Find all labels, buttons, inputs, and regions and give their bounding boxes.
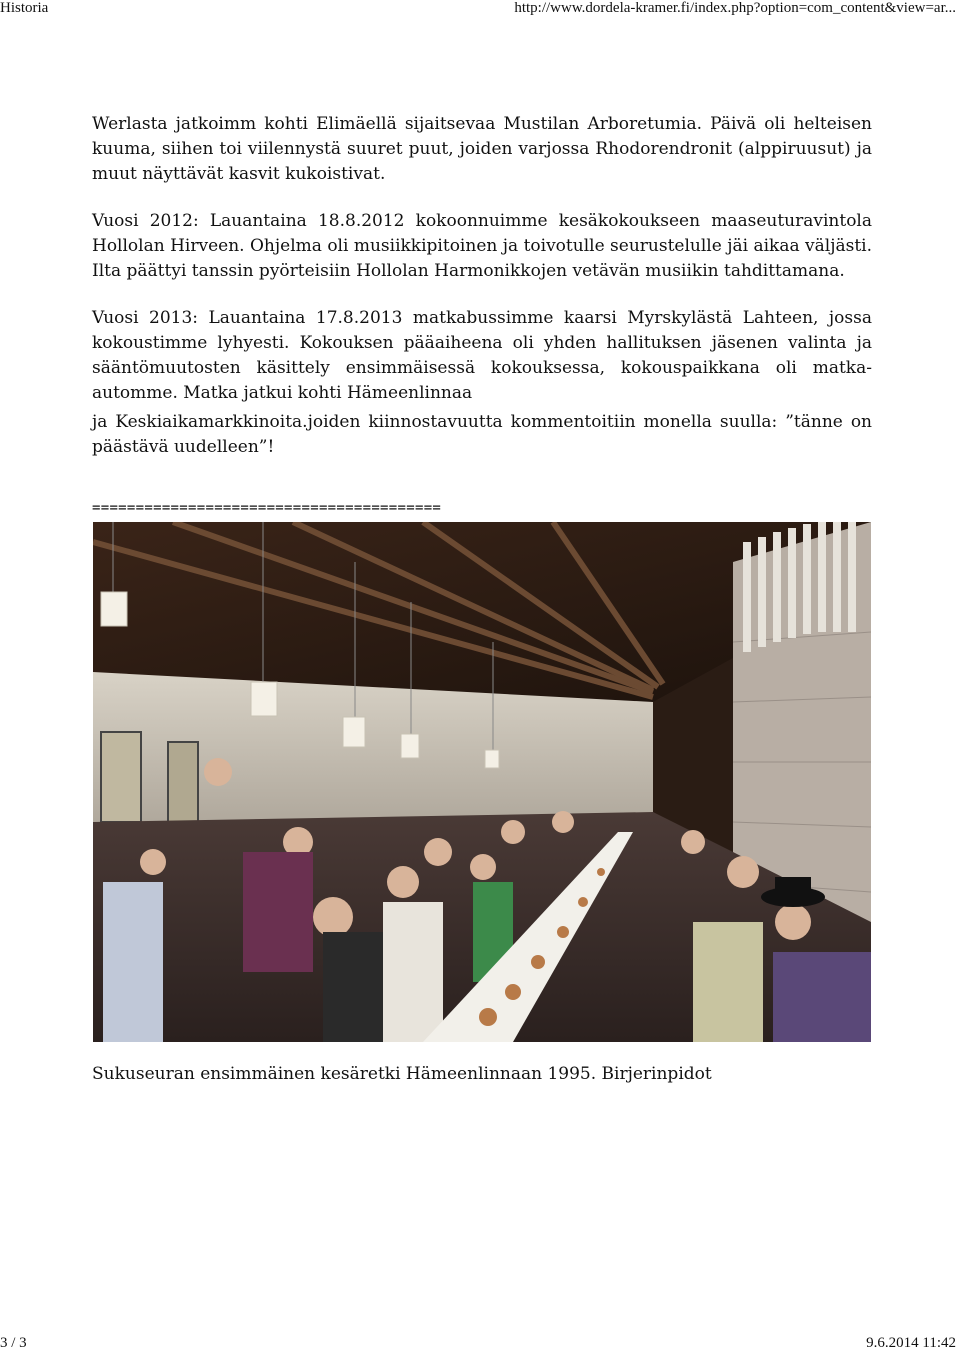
page-header-title: Historia [0,0,49,16]
separator-line: ======================================== [92,500,442,516]
page-header-url: http://www.dordela-kramer.fi/index.php?option=com_content&view=ar... [514,0,956,16]
page-number: 3 / 3 [0,1335,27,1351]
paragraph-keskiaika: ja Keskiaikamarkkinoita.joiden kiinnostavuutta kommentoitiin monella suulla: ”tänne on päästävä uudelleen”! [92,412,872,457]
banquet-photo [93,522,871,1042]
article-body [92,112,872,460]
print-datetime: 9.6.2014 11:42 [866,1335,956,1351]
photo-caption: Sukuseuran ensimmäinen kesäretki Hämeenlinnaan 1995. Birjerinpidot [92,1064,712,1084]
paragraph-2013: Vuosi 2013: Lauantaina 17.8.2013 matkabussimme kaarsi Myrskylästä Lahteen, jossa kokoustimme lyhyesti. Kokouksen pääaiheena oli yhden hallituksen jäsenen valinta ja sääntömuutosten käsittely ensimmäisessä kokouksessa, kokouspaikkana oli matka-automme. Matka jatkui kohti Hämeenlinnaa [92,308,872,403]
paragraph-2012: Vuosi 2012: Lauantaina 18.8.2012 kokoonnuimme kesäkokoukseen maaseuturavintola Hollolan Hirveen. Ohjelma oli musiikkipitoinen ja toivotulle seurustelulle jäi aikaa väljästi. Ilta päättyi tanssin pyörteisiin Hollolan Harmonikkojen vetävän musiikin tahdittamana. [92,211,872,281]
paragraph-mustila: Werlasta jatkoimm kohti Elimäellä sijaitsevaa Mustilan Arboretumia. Päivä oli helteisen kuuma, siihen toi viilennystä suuret puut, joiden varjossa Rhodorendronit (alppiruusut) ja muut näyttävät kasvit kukoistivat. [92,114,872,184]
